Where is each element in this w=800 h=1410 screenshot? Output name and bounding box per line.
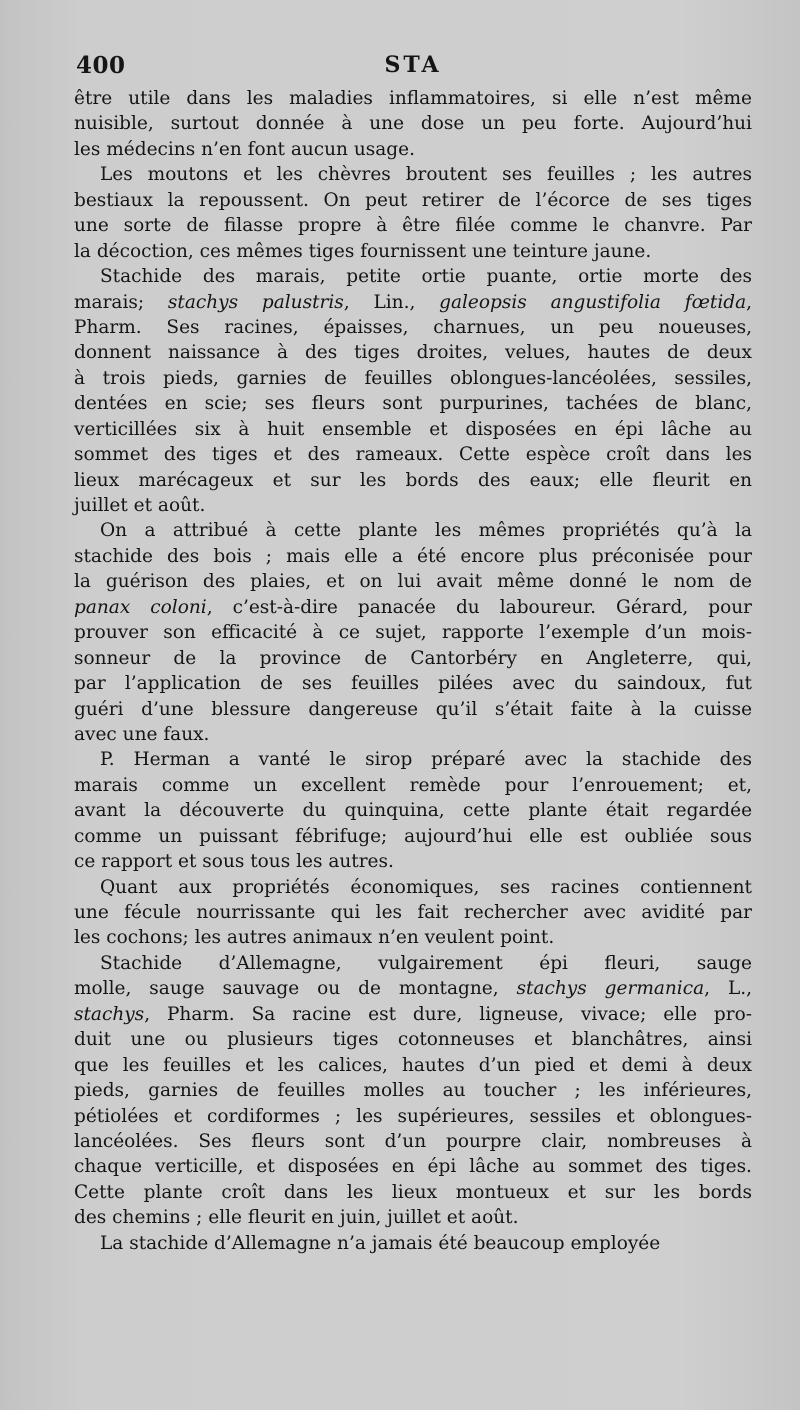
line-text: sonneur de la province de Cantorbéry en Angleterre, qui, (74, 647, 753, 669)
line-text: duit une ou plusieurs tiges cotonneuses et blanchâtres, ainsi (74, 1029, 753, 1051)
line-text: ce rapport et sous tous les autres. (74, 851, 394, 873)
text-line (74, 875, 752, 900)
line-text: chaque verticille, et disposées en épi lâche au sommet des tiges. (74, 1156, 752, 1178)
text-line (74, 162, 752, 187)
line-text: que les feuilles et les calices, hautes d’un pied et demi à deux (74, 1054, 752, 1076)
body-text (74, 86, 752, 1256)
line-text: la guérison des plaies, et on lui avait même donné le nom de (74, 571, 752, 593)
text-line (74, 1205, 752, 1230)
line-text: dentées en scie; ses fleurs sont purpurines, tachées de blanc, (74, 393, 753, 415)
text-line (74, 86, 752, 111)
page-number: 400 (76, 52, 126, 79)
text-line (74, 1154, 752, 1179)
text-line (74, 1053, 752, 1078)
text-line (74, 798, 752, 823)
line-text: pieds, garnies de feuilles molles au toucher ; les inférieures, (74, 1080, 752, 1102)
text-line (74, 239, 752, 264)
line-text: les cochons; les autres animaux n’en veulent point. (74, 927, 555, 949)
paragraph (74, 264, 752, 518)
line-text: Stachide d’Allemagne, vulgairement épi fleuri, sauge (100, 952, 752, 974)
line-text: stachys, Pharm. Sa racine est dure, ligneuse, vivace; elle pro- (74, 1003, 753, 1025)
line-text: pétiolées et cordiformes ; les supérieures, sessiles et oblongues- (74, 1105, 753, 1127)
line-text: juillet et août. (74, 495, 206, 516)
line-text: lancéolées. Ses fleurs sont d’un pourpre clair, nombreuses à (74, 1130, 752, 1152)
paragraph (74, 747, 752, 874)
text-line (74, 646, 752, 671)
line-text: les médecins n’en font aucun usage. (74, 138, 415, 160)
text-line (74, 442, 752, 467)
line-text: à trois pieds, garnies de feuilles oblongues-lancéolées, sessiles, (74, 367, 753, 389)
text-line (74, 315, 752, 340)
text-line (74, 1078, 752, 1103)
page-header (76, 52, 750, 84)
text-line (74, 417, 752, 442)
text-line (74, 1104, 752, 1129)
paragraph (74, 1231, 752, 1256)
line-text: prouver son efficacité à ce sujet, rapporte l’exemple d’un mois- (74, 622, 752, 644)
text-line (74, 569, 752, 594)
text-line (74, 849, 752, 874)
running-head: STA (384, 52, 442, 78)
text-line (74, 1129, 752, 1154)
text-line (74, 722, 752, 747)
text-line (74, 518, 752, 543)
line-text: comme un puissant fébrifuge; aujourd’hui elle est oubliée sous (74, 825, 753, 847)
line-text: avec une faux. (74, 723, 210, 745)
line-text: verticillées six à huit ensemble et disposées en épi lâche au (74, 418, 752, 440)
paragraph (74, 951, 752, 1231)
text-line (74, 747, 752, 772)
paragraph (74, 86, 752, 162)
line-text: molle, sauge sauvage ou de montagne, stachys germanica, L., (74, 978, 753, 1000)
text-line (74, 544, 752, 569)
line-text: une sorte de filasse propre à être filée comme le chanvre. Par (74, 215, 752, 237)
text-line (74, 493, 752, 518)
text-line (74, 188, 752, 213)
text-line (74, 900, 752, 925)
text-line (74, 671, 752, 696)
text-line (74, 1002, 752, 1027)
line-text: la décoction, ces mêmes tiges fournissent une teinture jaune. (74, 240, 652, 262)
line-text: donnent naissance à des tiges droites, velues, hautes de deux (74, 342, 752, 364)
text-line (74, 366, 752, 391)
text-line (74, 290, 752, 315)
line-text: marais comme un excellent remède pour l’enrouement; et, (74, 774, 752, 796)
line-text: sommet des tiges et des rameaux. Cette espèce croît dans les (74, 444, 753, 466)
paragraph (74, 875, 752, 951)
text-line (74, 264, 752, 289)
line-text: stachide des bois ; mais elle a été encore plus préconisée pour (74, 545, 753, 567)
line-text: panax coloni, c’est-à-dire panacée du laboureur. Gérard, pour (74, 596, 752, 618)
line-text: lieux marécageux et sur les bords des eaux; elle fleurit en (74, 469, 753, 491)
text-line (74, 1231, 752, 1256)
text-line (74, 213, 752, 238)
line-text: On a attribué à cette plante les mêmes propriétés qu’à la (100, 520, 753, 542)
line-text: Pharm. Ses racines, épaisses, charnues, un peu noueuses, (74, 316, 753, 338)
line-text: bestiaux la repoussent. On peut retirer de l’écorce de ses tiges (74, 189, 752, 211)
line-text: La stachide d’Allemagne n’a jamais été beaucoup employée (100, 1232, 661, 1254)
line-text: Stachide des marais, petite ortie puante, ortie morte des (100, 266, 752, 288)
text-line (74, 468, 752, 493)
text-line (74, 620, 752, 645)
line-text: Les moutons et les chèvres broutent ses feuilles ; les autres (100, 164, 752, 186)
line-text: marais; stachys palustris, Lin., galeopsis angustifolia fœtida, (74, 291, 753, 313)
line-text: P. Herman a vanté le sirop préparé avec la stachide des (100, 749, 752, 771)
text-line (74, 824, 752, 849)
text-line (74, 111, 752, 136)
text-line (74, 951, 752, 976)
text-line (74, 595, 752, 620)
line-text: être utile dans les maladies inflammatoires, si elle n’est même (74, 88, 752, 109)
line-text: Quant aux propriétés économiques, ses racines contiennent (100, 876, 752, 898)
text-line (74, 976, 752, 1001)
line-text: par l’application de ses feuilles pilées avec du saindoux, fut (74, 673, 752, 695)
text-line (74, 1027, 752, 1052)
paragraph (74, 518, 752, 747)
text-line (74, 137, 752, 162)
text-line (74, 1180, 752, 1205)
text-line (74, 925, 752, 950)
text-line (74, 773, 752, 798)
text-line (74, 697, 752, 722)
text-line (74, 340, 752, 365)
line-text: avant la découverte du quinquina, cette plante était regardée (74, 800, 753, 822)
line-text: une fécule nourrissante qui les fait rechercher avec avidité par (74, 902, 752, 923)
line-text: nuisible, surtout donnée à une dose un peu forte. Aujourd’hui (74, 113, 752, 135)
line-text: guéri d’une blessure dangereuse qu’il s’était faite à la cuisse (74, 698, 753, 720)
text-line (74, 391, 752, 416)
line-text: des chemins ; elle fleurit en juin, juillet et août. (74, 1207, 519, 1229)
line-text: Cette plante croît dans les lieux montueux et sur les bords (74, 1181, 752, 1203)
paragraph (74, 162, 752, 264)
